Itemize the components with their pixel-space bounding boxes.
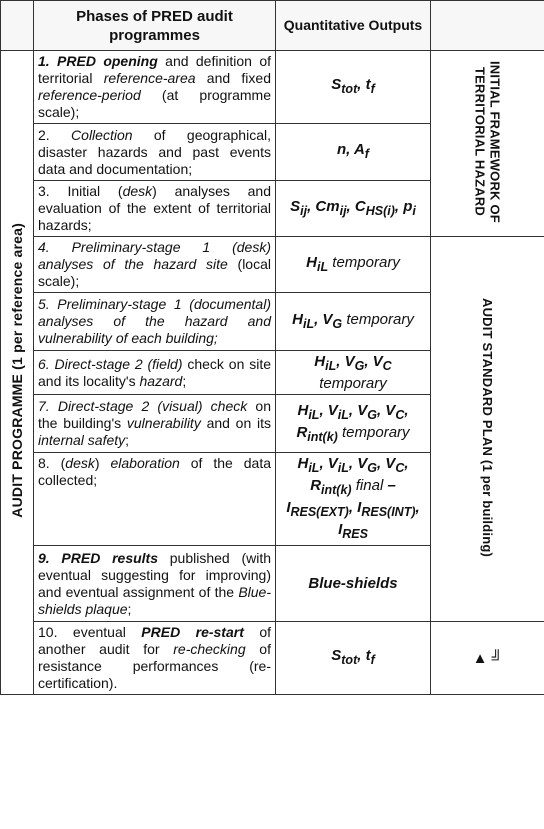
header-blank-left — [1, 1, 34, 51]
phase-cell-5: 5. Preliminary-stage 1 (documental) analyses of the hazard and vulnerability of each building; — [34, 293, 276, 351]
phase-cell-9: 9. PRED results published (with eventual suggesting for improving) and eventual assignment of the Blue-shields plaque; — [34, 546, 276, 622]
output-cell-9: Blue-shields — [276, 546, 431, 622]
phase-cell-6: 6. Direct-stage 2 (field) check on site and its locality's hazard; — [34, 351, 276, 395]
phase-cell-8: 8. (desk) elaboration of the data collected; — [34, 453, 276, 546]
output-cell-2: n, $A_f$ — [276, 124, 431, 181]
output-cell-6: $H_{iL}$, $V_G$, $V_C$ temporary — [276, 351, 431, 395]
phase-cell-3: 3. Initial (desk) analyses and evaluation of the extent of territorial hazards; — [34, 181, 276, 237]
table-row — [1, 237, 544, 293]
header-blank-right — [431, 1, 544, 51]
header-outputs: Quantitative Outputs — [276, 1, 431, 51]
phase-cell-10: 10. eventual PRED re-start of another audit for re-checking of resistance performances (re-certification). — [34, 622, 276, 695]
phase-cell-1: 1. PRED opening and definition of territorial reference-area and fixed reference-period (at programme scale); — [34, 51, 276, 124]
header-row — [1, 1, 544, 51]
right-mid-label: AUDIT STANDARD PLAN (1 per building) — [480, 298, 495, 557]
left-side-label-cell — [1, 51, 34, 695]
header-phases: Phases of PRED audit programmes — [34, 1, 276, 51]
output-cell-5: $H_{iL}$, $V_G$ temporary — [276, 293, 431, 351]
right-top-label-cell — [431, 51, 544, 237]
right-top-label: INITIAL FRAMEWORK OF TERRITORIAL HAZARD — [473, 49, 503, 234]
output-cell-3: $S_{ij}$, $Cm_{ij}$, $C_{HS(i)}$, $p_i$ — [276, 181, 431, 237]
right-mid-label-cell — [431, 237, 544, 622]
phase-cell-7: 7. Direct-stage 2 (visual) check on the building's vulnerability and on its internal safety; — [34, 395, 276, 453]
output-cell-7: $H_{iL}$, $V_{iL}$, $V_G$, $V_C$, $R_{int(k)}$ temporary — [276, 395, 431, 453]
restart-arrow-icon: ▲ ╝ — [473, 651, 503, 667]
output-cell-1: $S_{tot}$, $t_f$ — [276, 51, 431, 124]
table-row — [1, 622, 544, 695]
restart-symbol-cell — [431, 622, 544, 695]
output-cell-4: $H_{iL}$ temporary — [276, 237, 431, 293]
table-row — [1, 51, 544, 124]
left-side-label: AUDIT PROGRAMME (1 per reference area) — [9, 223, 26, 518]
phase-cell-2: 2. Collection of geographical, disaster hazards and past events data and documentation; — [34, 124, 276, 181]
output-cell-10: $S_{tot}$, $t_f$ — [276, 622, 431, 695]
phase-cell-4: 4. Preliminary-stage 1 (desk) analyses of the hazard site (local scale); — [34, 237, 276, 293]
output-cell-8: $H_{iL}$, $V_{iL}$, $V_G$, $V_C$, $R_{int(k)}$ final – $I_{RES(EXT)}$, $I_{RES(INT)}$, $I_{RES}$ — [276, 453, 431, 546]
